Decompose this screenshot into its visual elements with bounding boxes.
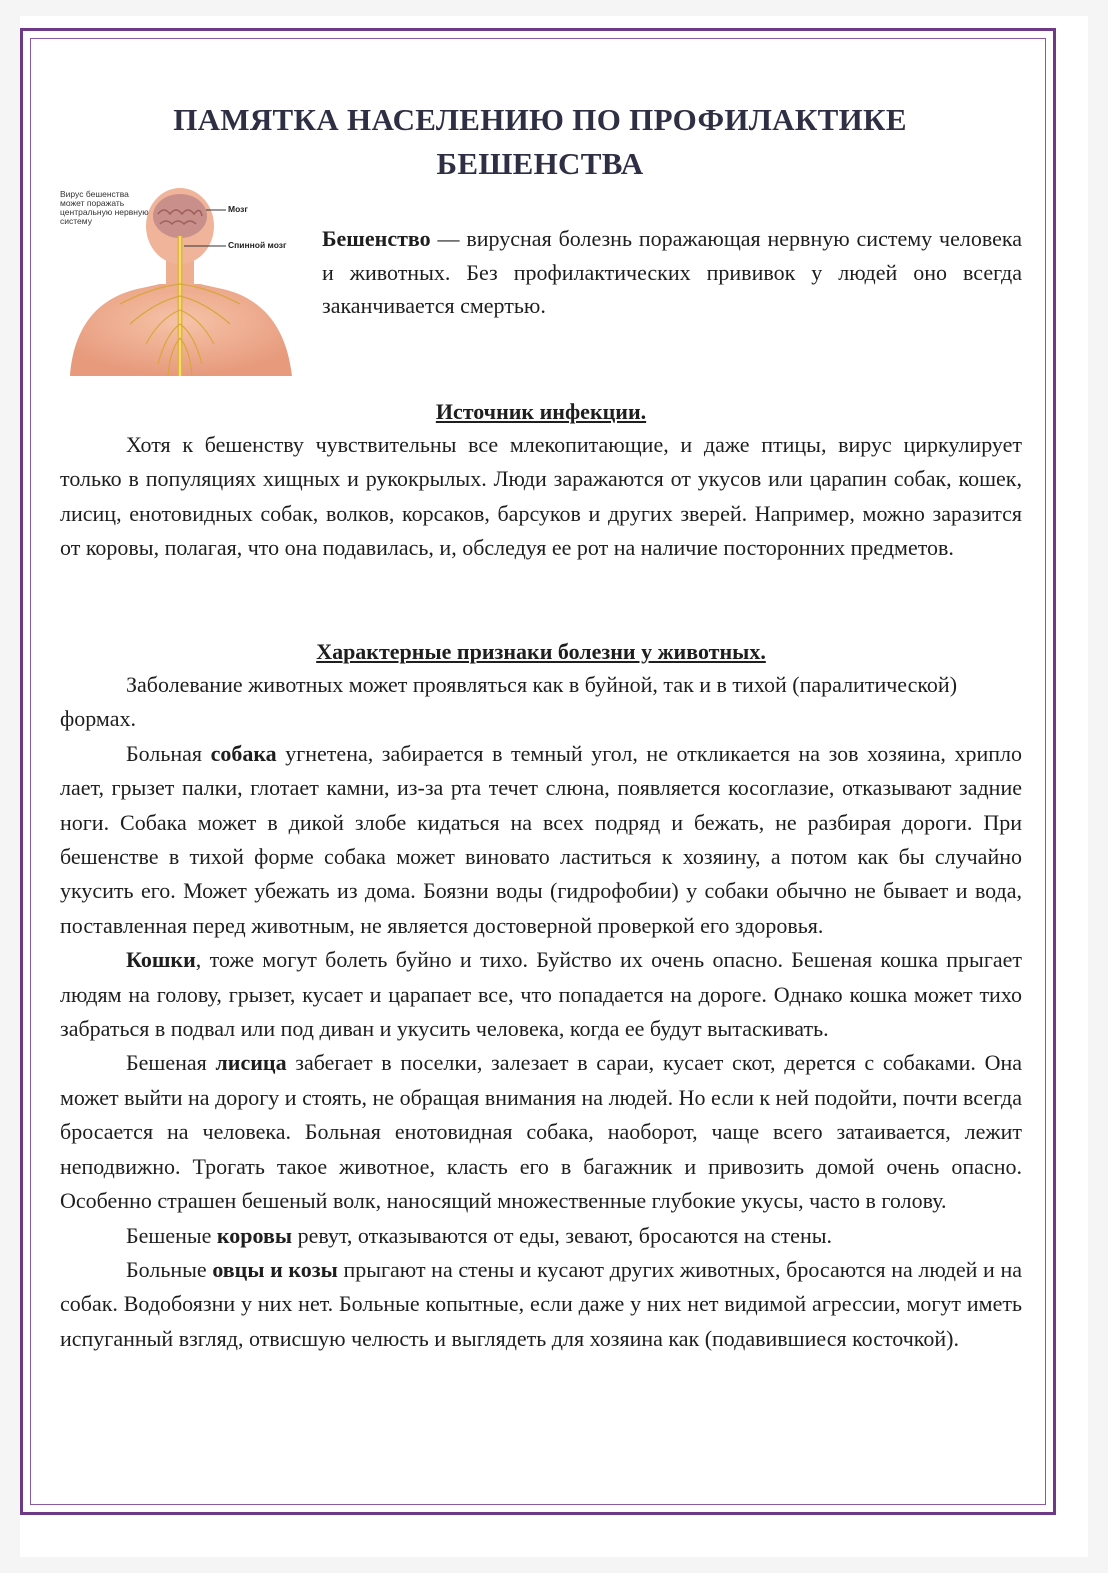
title-line-2: БЕШЕНСТВА xyxy=(436,146,644,181)
paragraph-dog xyxy=(60,737,1022,943)
label-spinal-cord: Спинной мозг xyxy=(228,240,287,250)
section-infection-source-body xyxy=(60,428,1022,566)
intro-text: — вирусная болезнь поражающая нервную систему человека и животных. Без профилактических прививок у людей оно всегда заканчивается смертью. xyxy=(322,226,1022,318)
sheep-goats-text: прыгают на стены и кусают других животных, бросаются на людей и на собак. Водобоязни у них нет. Больные копытные, если даже у них нет видимой агрессии, могут иметь испуганный взгляд, отвисшую челюсть и выглядеть для хозяина как (подавившиеся косточкой). xyxy=(60,1256,1022,1351)
cats-text: , тоже могут болеть буйно и тихо. Буйство их очень опасно. Бешеная кошка прыгает людям на голову, грызет, кусает и царапает все, что попадается на дороге. Однако кошка может тихо забраться в подвал или под диван и укусить человека, когда ее будут вытаскивать. xyxy=(60,947,1022,1042)
paragraph-sheep-goats xyxy=(60,1253,1022,1356)
intro-term: Бешенство xyxy=(322,226,431,251)
section-heading-infection-source: Источник инфекции. xyxy=(435,399,647,424)
cows-prefix: Бешеные xyxy=(126,1222,217,1248)
label-brain: Мозг xyxy=(228,204,248,214)
dog-prefix: Больная xyxy=(126,740,211,766)
intro-paragraph xyxy=(322,222,1022,323)
fox-prefix: Бешеная xyxy=(126,1050,216,1076)
spine-illustration xyxy=(60,184,300,376)
cows-term: коровы xyxy=(216,1222,293,1248)
dog-text: угнетена, забирается в темный угол, не откликается на зов хозяина, хрипло лает, грызет палки, глотает камни, из-за рта течет слюна, появляется косоглазие, отказывают задние ноги. Собака может в дикой злобе кидаться на всех подряд и бежать, не разбирая дороги. При бешенстве в тихой форме собака может виновато ластиться к хозяину, а потом как бы случайно укусить его. Может убежать из дома. Боязни воды (гидрофобии) у собаки обычно не бывает и вода, поставленная перед животным, не является достоверной проверкой его здоровья. xyxy=(60,740,1022,938)
dog-term: собака xyxy=(210,740,277,766)
section-animal-signs-body xyxy=(60,668,1022,1356)
section-heading-animal-signs: Характерные признаки болезни у животных. xyxy=(316,639,766,664)
paragraph-cows xyxy=(60,1219,1022,1253)
paragraph-infection-source: Хотя к бешенству чувствительны все млекопитающие, и даже птицы, вирус циркулирует только в популяциях хищных и рукокрылых. Люди заражаются от укусов или царапин собак, кошек, лисиц, енотовидных собак, волков, корсаков, барсуков и других зверей. Например, можно заразится от коровы, полагая, что она подавилась, и, обследуя ее рот на наличие посторонних предметов. xyxy=(60,432,1022,561)
fox-term: лисица xyxy=(215,1050,287,1076)
fox-text: забегает в поселки, залезает в сараи, кусает скот, дерется с собаками. Она может выйти на дорогу и стоять, не обращая внимания на людей. Но если к ней подойти, почти всегда бросается на человека. Больная енотовидная собака, наоборот, чаще всего затаивается, лежит неподвижно. Трогать такое животное, класть его в багажник и привозить домой очень опасно. Особенно страшен бешеный волк, наносящий множественные глубокие укусы, часто в голову. xyxy=(60,1050,1023,1214)
cows-text: ревут, отказываются от еды, зевают, бросаются на стены. xyxy=(292,1222,832,1248)
document-title xyxy=(40,98,1040,186)
illustration-caption: Вирус бешенства может поражать центральную нервную систему xyxy=(60,189,149,226)
sheep-prefix: Больные xyxy=(126,1256,213,1282)
title-line-1: ПАМЯТКА НАСЕЛЕНИЮ ПО ПРОФИЛАКТИКЕ xyxy=(173,102,907,137)
sheep-goats-term: овцы и козы xyxy=(212,1256,338,1282)
paragraph-fox xyxy=(60,1046,1022,1218)
paragraph-forms: Заболевание животных может проявляться как в буйной, так и в тихой (паралитической) формах. xyxy=(60,672,958,732)
paragraph-cats xyxy=(60,943,1022,1046)
cats-term: Кошки xyxy=(126,947,196,973)
